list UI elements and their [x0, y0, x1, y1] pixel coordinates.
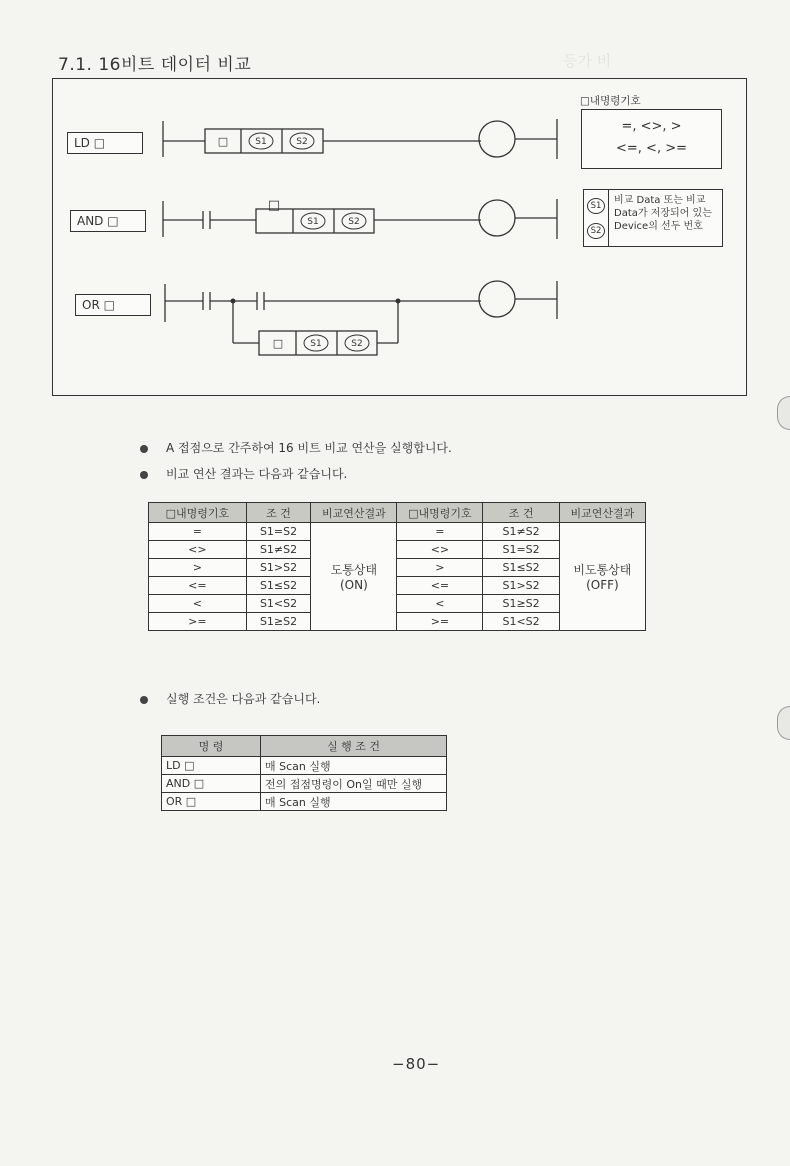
symbol-cell: <=	[397, 577, 483, 595]
col-header: 명 령	[162, 736, 261, 757]
output-coil-2	[479, 200, 515, 236]
operand-description-box	[583, 189, 723, 247]
execution-condition-table	[161, 735, 447, 811]
condition-cell: S1=S2	[483, 541, 559, 559]
table-row	[162, 757, 447, 775]
bleed-through-text: 등가 비	[563, 52, 612, 70]
binder-tab-mark	[777, 706, 790, 740]
bullet-item	[140, 690, 320, 707]
symbol-line-1: =, <>, >	[621, 119, 682, 134]
condition-cell: S1≤S2	[483, 559, 559, 577]
s2-symbol: S2	[587, 223, 605, 239]
condition-cell: S1>S2	[483, 577, 559, 595]
table-row	[149, 523, 646, 541]
svg-text:S1: S1	[307, 217, 319, 227]
bullet-dot-icon	[140, 445, 148, 453]
condition-cell: S1>S2	[246, 559, 311, 577]
symbol-cell: =	[397, 523, 483, 541]
symbol-cell: >	[149, 559, 247, 577]
condition-cell: S1≤S2	[246, 577, 311, 595]
condition-cell: S1<S2	[483, 613, 559, 631]
command-cell: AND □	[162, 775, 261, 793]
svg-text:□: □	[272, 337, 284, 350]
bullet-text: 실행 조건은 다음과 같습니다.	[166, 692, 321, 706]
off-result-cell: 비도통상태 (OFF)	[559, 523, 645, 631]
col-header: 비교연산결과	[311, 503, 397, 523]
or-label: OR □	[75, 294, 151, 316]
execution-condition-cell: 전의 접점명령이 On일 때만 실행	[261, 775, 447, 793]
svg-text:S2: S2	[348, 217, 360, 227]
col-header: 비교연산결과	[559, 503, 645, 523]
symbol-cell: <	[397, 595, 483, 613]
execution-condition-cell: 매 Scan 실행	[261, 793, 447, 811]
symbol-cell: >=	[149, 613, 247, 631]
symbol-cell: <=	[149, 577, 247, 595]
col-header: □내명령기호	[397, 503, 483, 523]
ld-label: LD □	[67, 132, 143, 154]
col-header: 실 행 조 건	[261, 736, 447, 757]
command-cell: LD □	[162, 757, 261, 775]
page-number: −80−	[392, 1055, 441, 1073]
page-title: 7.1. 16비트 데이터 비교	[58, 55, 252, 75]
condition-cell: S1≠S2	[246, 541, 311, 559]
instruction-symbol-box	[581, 109, 722, 169]
output-coil-3	[479, 281, 515, 317]
symbol-cell: <>	[397, 541, 483, 559]
bullet-dot-icon	[140, 471, 148, 479]
ladder-diagram-frame	[52, 78, 747, 396]
and-label: AND □	[70, 210, 146, 232]
col-header: □내명령기호	[149, 503, 247, 523]
svg-text:□: □	[217, 135, 229, 148]
symbol-cell: =	[149, 523, 247, 541]
bullet-text: 비교 연산 결과는 다음과 같습니다.	[166, 467, 348, 481]
symbol-cell: >=	[397, 613, 483, 631]
svg-text:S2: S2	[351, 339, 363, 349]
bullet-text: A 접점으로 간주하여 16 비트 비교 연산을 실행합니다.	[166, 441, 452, 455]
bullet-item	[140, 439, 452, 456]
col-header: 조 건	[246, 503, 311, 523]
bullet-dot-icon	[140, 696, 148, 704]
condition-cell: S1≥S2	[483, 595, 559, 613]
symbol-cell: <>	[149, 541, 247, 559]
output-coil-1	[479, 121, 515, 157]
table-row	[162, 775, 447, 793]
symbol-cell: >	[397, 559, 483, 577]
symbol-line-2: <=, <, >=	[616, 141, 687, 156]
condition-cell: S1≥S2	[246, 613, 311, 631]
on-result-cell: 도통상태 (ON)	[311, 523, 397, 631]
condition-cell: S1<S2	[246, 595, 311, 613]
svg-text:S1: S1	[255, 137, 267, 147]
symbol-cell: <	[149, 595, 247, 613]
binder-tab-mark	[777, 396, 790, 430]
execution-condition-cell: 매 Scan 실행	[261, 757, 447, 775]
s1-symbol: S1	[587, 198, 605, 214]
comparison-result-table	[148, 502, 646, 631]
instruction-symbol-caption: □내명령기호	[580, 95, 641, 107]
command-cell: OR □	[162, 793, 261, 811]
svg-text:□: □	[267, 198, 281, 213]
bullet-item	[140, 465, 347, 482]
col-header: 조 건	[483, 503, 559, 523]
condition-cell: S1=S2	[246, 523, 311, 541]
svg-text:S1: S1	[310, 339, 322, 349]
condition-cell: S1≠S2	[483, 523, 559, 541]
operand-description: 비교 Data 또는 비교 Data가 저장되어 있는 Device의 선두 번호	[614, 195, 712, 232]
svg-text:S2: S2	[296, 137, 308, 147]
table-row	[162, 793, 447, 811]
